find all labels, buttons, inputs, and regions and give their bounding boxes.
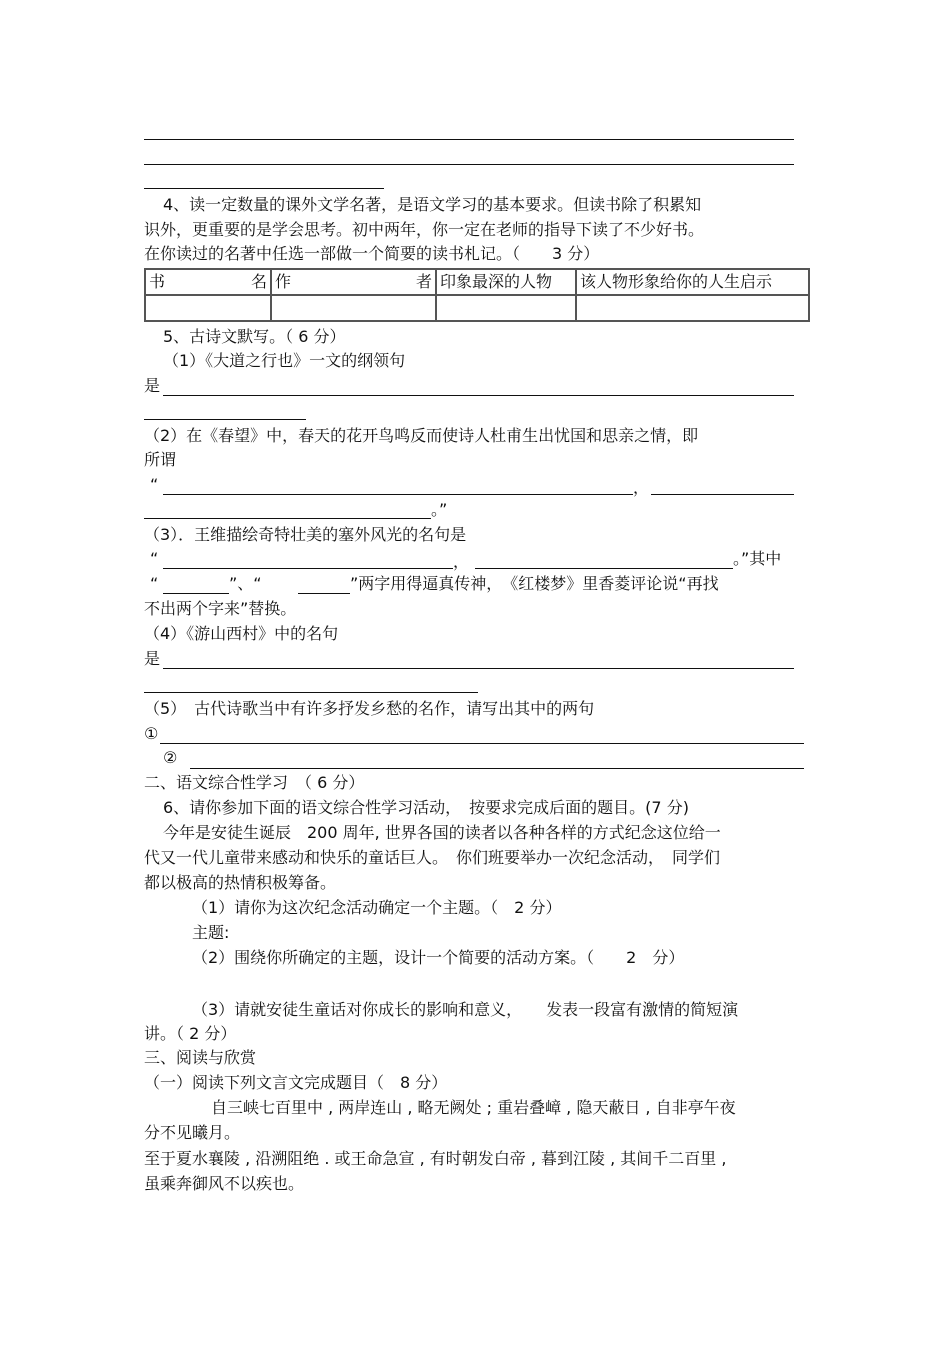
q6-sub-3-line-2: 讲。（ 2 分） xyxy=(144,1024,237,1043)
q5-p4-is: 是 xyxy=(144,649,161,668)
answer-line[interactable] xyxy=(651,494,794,495)
answer-line[interactable] xyxy=(163,494,633,495)
reading-notes-table xyxy=(144,268,810,322)
q5-p3-mid: ”、“ xyxy=(229,574,262,593)
q5-p3-line-1: （3）．王维描绘奇特壮美的塞外风光的名句是 xyxy=(144,525,467,544)
answer-line[interactable] xyxy=(298,593,350,594)
q5-p2-end: 。” xyxy=(431,500,448,519)
q6-intro-1: 今年是安徒生诞辰 200 周年, 世界各国的读者以各种各样的方式纪念这位给一 xyxy=(163,823,721,842)
section-3-heading: 三、阅读与欣赏 xyxy=(144,1048,257,1067)
cell-book-name[interactable] xyxy=(145,295,271,321)
answer-line[interactable] xyxy=(163,668,794,669)
answer-line[interactable] xyxy=(144,518,431,519)
classical-text-line-3: 至于夏水襄陵 , 沿溯阻绝 . 或王命急宣 , 有时朝发白帝 , 暮到江陵 , 其间千二百里 , xyxy=(144,1149,727,1168)
q5-p3-line-3: 不出两个字来”替换。 xyxy=(144,599,297,618)
q6-intro-2: 代又一代儿童带来感动和快乐的童话巨人。 你们班要举办一次纪念活动， 同学们 xyxy=(144,848,721,867)
answer-line[interactable] xyxy=(163,568,453,569)
answer-line[interactable] xyxy=(144,419,306,420)
q6-sub-2: （2）围绕你所确定的主题，设计一个简要的活动方案。（ 2 分） xyxy=(192,948,685,967)
answer-line[interactable] xyxy=(144,139,794,140)
q5-p3-comma: ， xyxy=(453,552,470,571)
q5-p2-comma: ， xyxy=(633,478,650,497)
answer-line[interactable] xyxy=(160,743,804,744)
q5-p3-open-quote: “ xyxy=(150,549,159,568)
answer-line[interactable] xyxy=(475,568,733,569)
cell-author[interactable] xyxy=(271,295,436,321)
q5-title: 5、古诗文默写。（ 6 分） xyxy=(163,327,346,346)
q5-p2-open-quote: “ xyxy=(150,475,159,494)
header-book-name: 书 名 xyxy=(145,269,271,295)
q5-p3-end: 。”其中 xyxy=(733,549,782,568)
q5-circle-2: ② xyxy=(163,748,178,767)
cell-inspiration[interactable] xyxy=(576,295,809,321)
cell-character[interactable] xyxy=(436,295,576,321)
q5-p1-is: 是 xyxy=(144,376,161,395)
q5-p3-after: ”两字用得逼真传神， 《红楼梦》里香菱评论说“再找 xyxy=(350,574,719,593)
table-header-row xyxy=(145,269,809,295)
q5-p4: （4）《游山西村》中的名句 xyxy=(144,624,339,643)
classical-text-line-2: 分不见曦月。 xyxy=(144,1123,241,1142)
header-author: 作 者 xyxy=(271,269,436,295)
q6-sub-1: （1）请你为这次纪念活动确定一个主题。（ 2 分） xyxy=(192,898,562,917)
q6-title: 6、请你参加下面的语文综合性学习活动， 按要求完成后面的题目。(7 分) xyxy=(163,798,689,817)
answer-line[interactable] xyxy=(163,593,229,594)
classical-text-line-1: 自三峡七百里中 , 两岸连山 , 略无阙处 ; 重岩叠嶂 , 隐天蔽日 , 自非亭午夜 xyxy=(211,1098,736,1117)
answer-line[interactable] xyxy=(190,768,804,769)
q5-circle-1: ① xyxy=(144,724,159,743)
section-2-heading: 二、语文综合性学习 （ 6 分） xyxy=(144,773,365,792)
q6-theme-label: 主题: xyxy=(192,923,230,942)
q5-p1: （1）《大道之行也》一文的纲领句 xyxy=(163,351,406,370)
q4-line-1: 4、读一定数量的课外文学名著，是语文学习的基本要求。但读书除了积累知 xyxy=(163,195,702,214)
classical-text-line-4: 虽乘奔御风不以疾也。 xyxy=(144,1174,305,1193)
q5-p3-quote-1: “ xyxy=(150,574,159,593)
q6-intro-3: 都以极高的热情积极筹备。 xyxy=(144,873,337,892)
q5-p5: （5） 古代诗歌当中有许多抒发乡愁的名作，请写出其中的两句 xyxy=(144,699,595,718)
part-1-title: （一）阅读下列文言文完成题目（ 8 分） xyxy=(144,1073,448,1092)
table-row[interactable] xyxy=(145,295,809,321)
q5-p2-line-1: （2）在《春望》中，春天的花开鸟鸣反而使诗人杜甫生出忧国和思亲之情，即 xyxy=(144,426,699,445)
q5-p2-line-2: 所谓 xyxy=(144,450,177,469)
answer-line[interactable] xyxy=(144,164,794,165)
q4-line-3: 在你读过的名著中任选一部做一个简要的读书札记。（ 3 分） xyxy=(144,244,600,263)
answer-line[interactable] xyxy=(144,692,478,693)
header-inspiration: 该人物形象给你的人生启示 xyxy=(576,269,809,295)
q6-sub-3-line-1: （3）请就安徒生童话对你成长的影响和意义， 发表一段富有激情的简短演 xyxy=(192,1000,739,1019)
answer-line[interactable] xyxy=(144,188,384,189)
header-character: 印象最深的人物 xyxy=(436,269,576,295)
answer-line[interactable] xyxy=(163,395,794,396)
q4-line-2: 识外，更重要的是学会思考。初中两年，你一定在老师的指导下读了不少好书。 xyxy=(144,220,705,239)
